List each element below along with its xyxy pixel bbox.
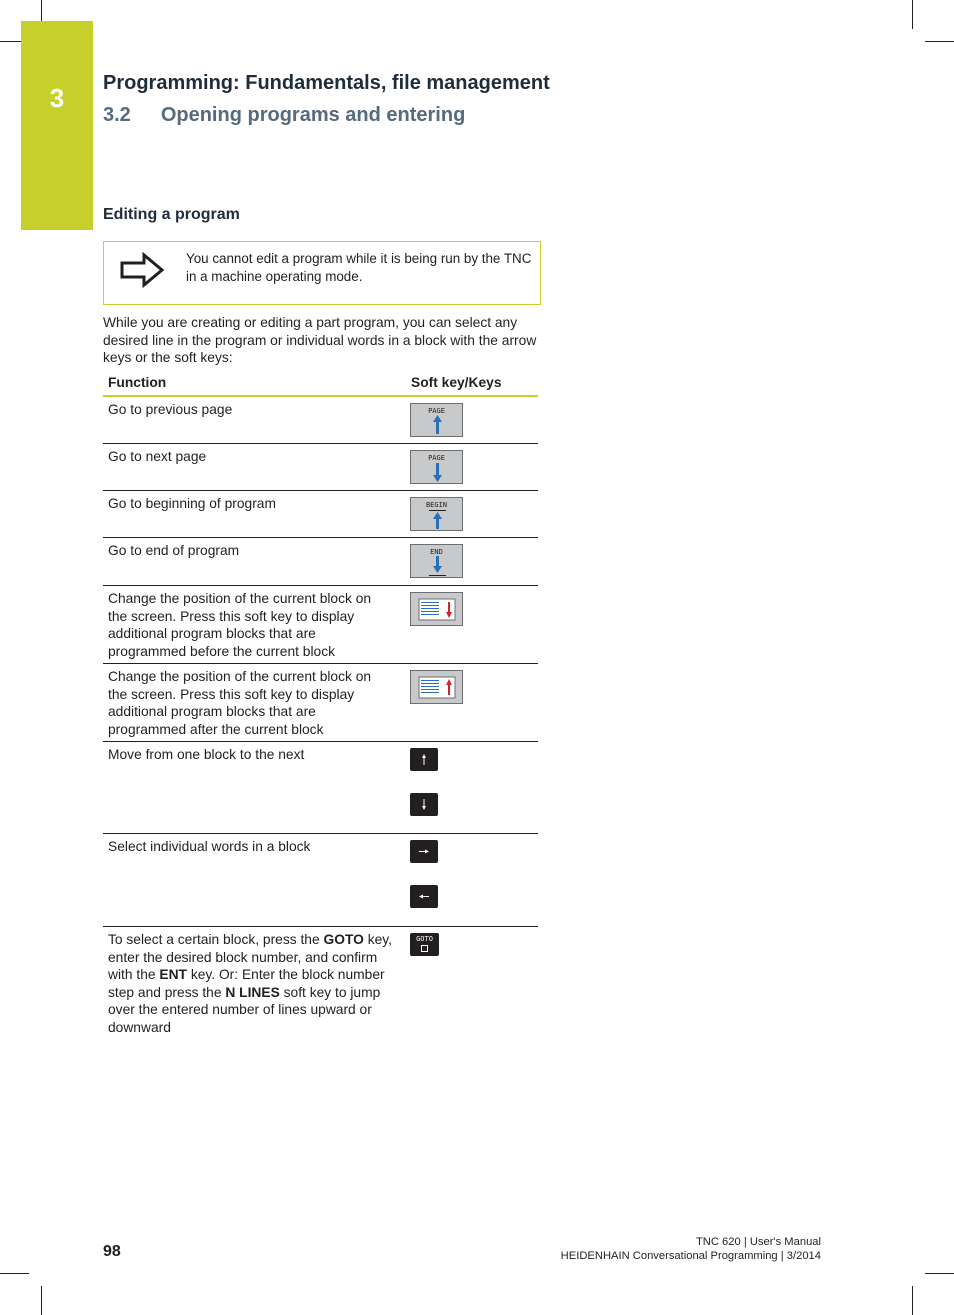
function-text: Change the position of the current block on the screen. Press this soft key to display additional program blocks that are programmed before the current block [108, 591, 372, 659]
table-row [103, 586, 538, 664]
table-row [103, 664, 538, 742]
footer-programming: HEIDENHAIN Conversational Programming | 3/2014 [560, 1250, 821, 1262]
chapter-tab [21, 21, 93, 230]
function-text: Select individual words in a block [108, 839, 311, 854]
table-row [103, 927, 538, 1039]
note-text: You cannot edit a program while it is being run by the TNC in a machine operating mode. [186, 251, 532, 284]
intro-paragraph: While you are creating or editing a part program, you can select any desired line in the program or individual words in a block with the arrow keys or the soft keys: [103, 315, 537, 365]
page-down-softkey-icon[interactable] [410, 450, 463, 484]
arrow-up-icon [410, 748, 438, 771]
text-part: key, enter the desired block number, and confirm with the [108, 932, 392, 982]
crop-mark [41, 1286, 42, 1315]
ent-key-name: ENT [159, 967, 187, 982]
arrow-up-key-icon[interactable] [410, 748, 438, 771]
chapter-title: Programming: Fundamentals, file management [103, 72, 550, 94]
crop-mark [925, 41, 954, 42]
crop-mark [925, 1273, 954, 1274]
footer-manual: TNC 620 | User's Manual [695, 1236, 821, 1248]
note-box [103, 241, 541, 305]
goto-key-icon[interactable] [410, 933, 439, 956]
softkey-label: PAGE [428, 454, 445, 462]
table-row [103, 538, 538, 586]
arrow-left-key-icon[interactable] [410, 885, 438, 908]
table-row [103, 397, 538, 444]
page-up-softkey-icon[interactable] [410, 403, 463, 437]
table-row [103, 742, 538, 834]
function-text: Go to next page [108, 449, 207, 464]
function-text: Change the position of the current block on the screen. Press this soft key to display additional program blocks that are programmed after the current block [108, 669, 372, 737]
begin-softkey-icon[interactable] [410, 497, 463, 531]
text-part: soft key to jump over the entered number of lines upward or downward [108, 984, 381, 1035]
softkey-label: BEGIN [425, 501, 448, 509]
table-row [103, 491, 538, 538]
square-icon [421, 945, 428, 952]
table-row [103, 444, 538, 491]
crop-mark [41, 0, 42, 21]
goto-key-label: GOTO [416, 935, 433, 943]
text-part: key. Or: Enter the block number step and press the [108, 967, 385, 1000]
crop-mark [0, 1273, 29, 1274]
function-text [108, 931, 393, 1036]
arrow-right-icon [410, 840, 438, 863]
chapter-number: 3 [49, 83, 65, 113]
table-row [103, 834, 538, 927]
function-table [103, 371, 538, 1039]
softkey-label: END [430, 548, 443, 556]
block-list-up-icon [411, 671, 464, 705]
arrow-down-icon [411, 451, 464, 485]
footer-info [561, 1235, 821, 1263]
arrow-left-icon [410, 885, 438, 908]
header-function: Function [108, 375, 167, 390]
page-number: 98 [103, 1243, 121, 1260]
header-softkey: Soft key/Keys [411, 375, 502, 390]
text-part: To select a certain block, press the [108, 932, 324, 947]
table-header [103, 371, 538, 397]
block-list-down-softkey-icon[interactable] [410, 592, 463, 626]
section-title: Opening programs and entering [160, 104, 466, 126]
n-lines-key-name: N LINES [225, 984, 280, 1000]
function-text: Move from one block to the next [108, 747, 305, 762]
function-text: Go to previous page [108, 402, 233, 417]
block-list-up-softkey-icon[interactable] [410, 670, 463, 704]
end-softkey-icon[interactable] [410, 544, 463, 578]
function-text: Go to beginning of program [108, 496, 276, 511]
arrow-up-to-line-icon [411, 498, 464, 532]
block-list-down-icon [411, 593, 464, 627]
crop-mark [912, 0, 913, 29]
arrow-right-key-icon[interactable] [410, 840, 438, 863]
arrow-down-to-line-icon [411, 545, 464, 579]
arrow-down-key-icon[interactable] [410, 793, 438, 816]
crop-mark [0, 41, 21, 42]
goto-key-name: GOTO [323, 932, 364, 947]
softkey-label: PAGE [428, 407, 445, 415]
arrow-up-icon [411, 404, 464, 438]
section-number: 3.2 [103, 104, 131, 126]
function-text: Go to end of program [108, 543, 240, 558]
section-heading [103, 104, 465, 127]
crop-mark [912, 1286, 913, 1315]
arrow-right-icon [120, 252, 166, 288]
page-heading: Editing a program [103, 206, 240, 223]
arrow-down-icon [410, 793, 438, 816]
